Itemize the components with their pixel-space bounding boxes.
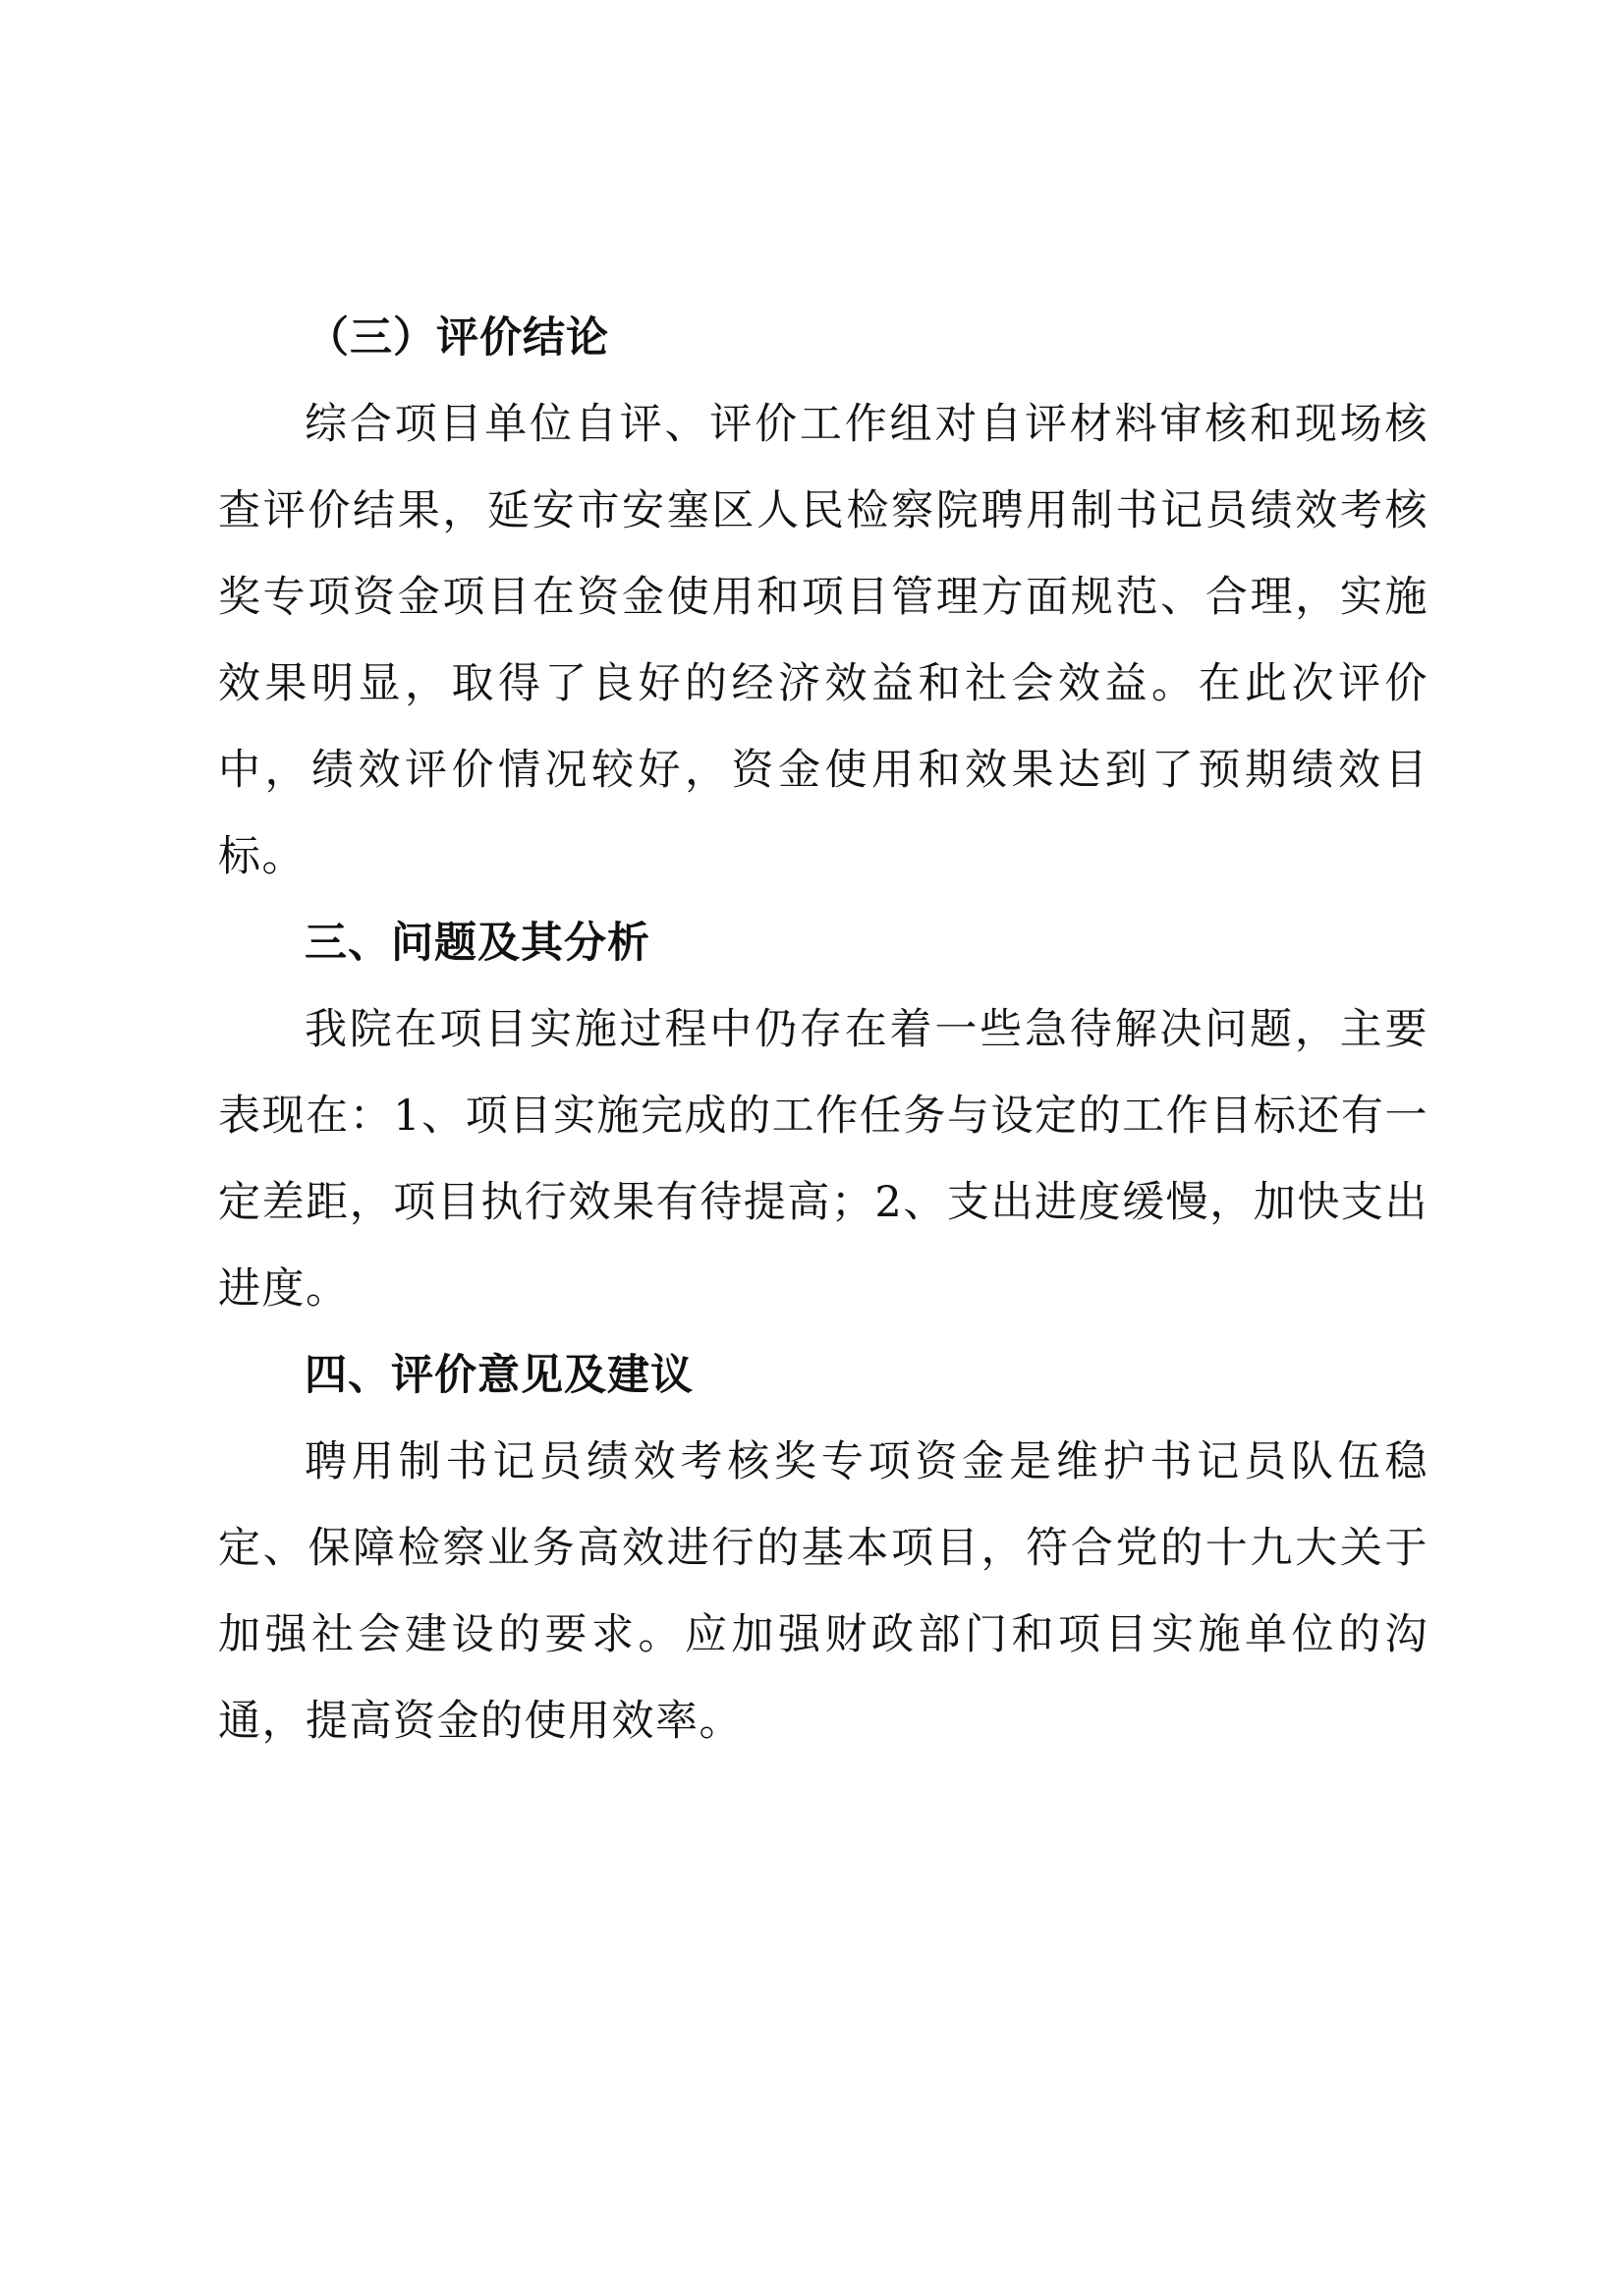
- paragraph-evaluation-conclusion: 综合项目单位自评、评价工作组对自评材料审核和现场核查评价结果，延安市安塞区人民检察院聘用制书记员绩效考核奖专项资金项目在资金使用和项目管理方面规范、合理，实施效果明显，取得了良好的经济效益和社会效益。在此次评价中，绩效评价情况较好，资金使用和效果达到了预期绩效目标。: [218, 400, 1428, 881]
- paragraph-opinions-suggestions: 聘用制书记员绩效考核奖专项资金是维护书记员队伍稳定、保障检察业务高效进行的基本项目，符合党的十九大关于加强社会建设的要求。应加强财政部门和项目实施单位的沟通，提高资金的使用效率。: [218, 1437, 1428, 1746]
- document-body: [218, 295, 1428, 1764]
- heading-opinions-suggestions: 四、评价意见及建议: [305, 1351, 694, 1400]
- heading-problems-analysis: 三、问题及其分析: [305, 919, 650, 968]
- paragraph-problems-analysis: 我院在项目实施过程中仍存在着一些急待解决问题，主要表现在：1、项目实施完成的工作任务与设定的工作目标还有一定差距，项目执行效果有待提高；2、支出进度缓慢，加快支出进度。: [218, 1005, 1428, 1314]
- heading-evaluation-conclusion: （三）评价结论: [307, 313, 609, 363]
